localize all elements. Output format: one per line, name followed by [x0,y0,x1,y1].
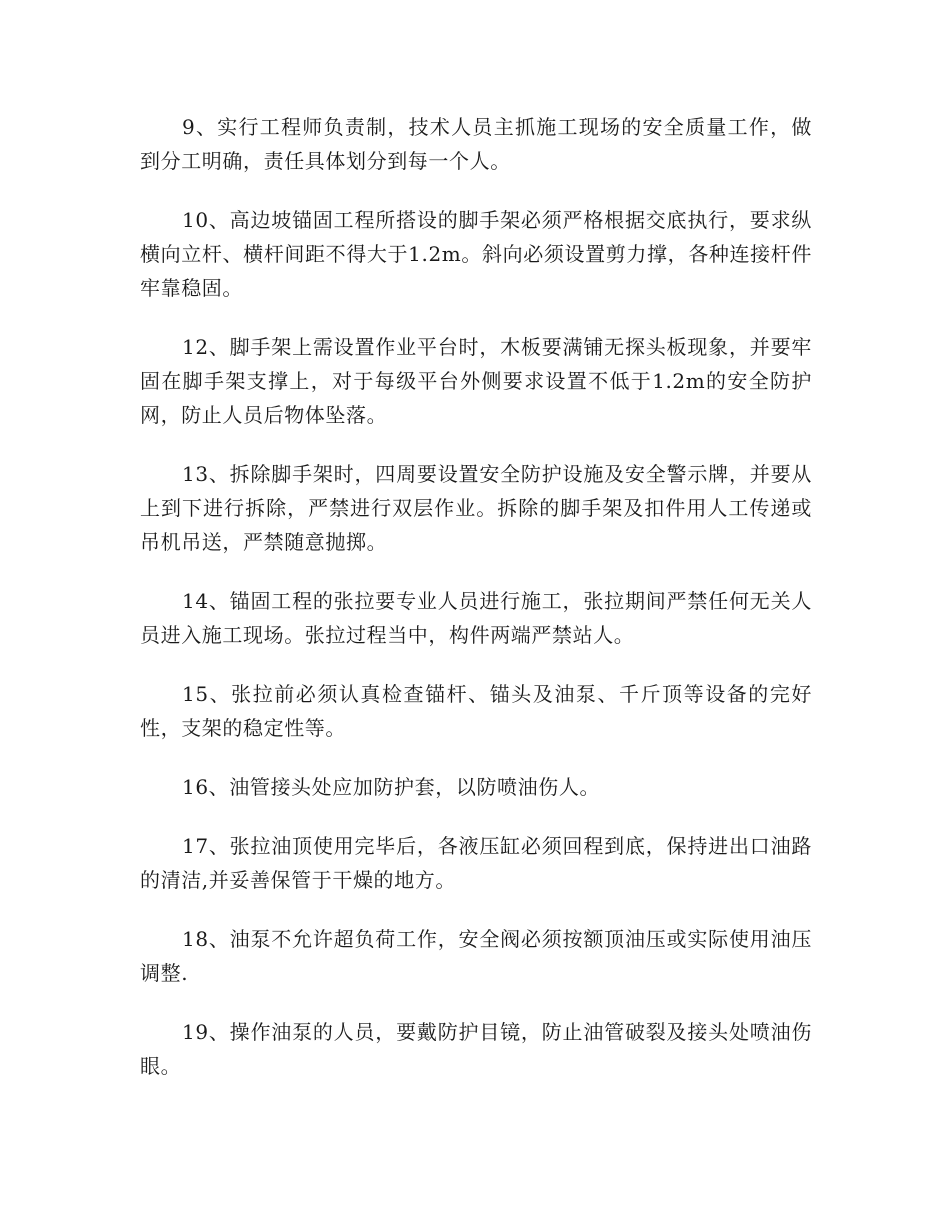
paragraph-item-9: 9、实行工程师负责制，技术人员主抓施工现场的安全质量工作，做到分工明确，责任具体划分到每一个人。 [140,115,812,173]
paragraph-item-10: 10、高边坡锚固工程所搭设的脚手架必须严格根据交底执行，要求纵横向立杆、横杆间距不得大于1.2m。斜向必须设置剪力撑，各种连接杆件牢靠稳固。 [140,208,812,300]
paragraph-item-16: 16、油管接头处应加防护套，以防喷油伤人。 [182,775,601,799]
paragraph-item-13: 13、拆除脚手架时，四周要设置安全防护设施及安全警示牌，并要从上到下进行拆除，严禁进行双层作业。拆除的脚手架及扣件用人工传递或吊机吊送，严禁随意抛掷。 [140,462,812,554]
paragraph-item-18: 18、油泵不允许超负荷工作，安全阀必须按额顶油压或实际使用油压调整. [140,927,812,985]
paragraph-item-19: 19、操作油泵的人员，要戴防护目镜，防止油管破裂及接头处喷油伤眼。 [140,1020,812,1078]
paragraph-item-15: 15、张拉前必须认真检查锚杆、锚头及油泵、千斤顶等设备的完好性，支架的稳定性等。 [140,682,812,740]
paragraph-item-12: 12、脚手架上需设置作业平台时，木板要满铺无探头板现象，并要牢固在脚手架支撑上，对于每级平台外侧要求设置不低于1.2m的安全防护网，防止人员后物体坠落。 [140,335,812,427]
paragraph-item-14: 14、锚固工程的张拉要专业人员进行施工，张拉期间严禁任何无关人员进入施工现场。张拉过程当中，构件两端严禁站人。 [140,589,812,647]
document-body [140,110,812,1108]
paragraph-item-17: 17、张拉油顶使用完毕后，各液压缸必须回程到底，保持进出口油路的清洁,并妥善保管于干燥的地方。 [140,834,812,892]
